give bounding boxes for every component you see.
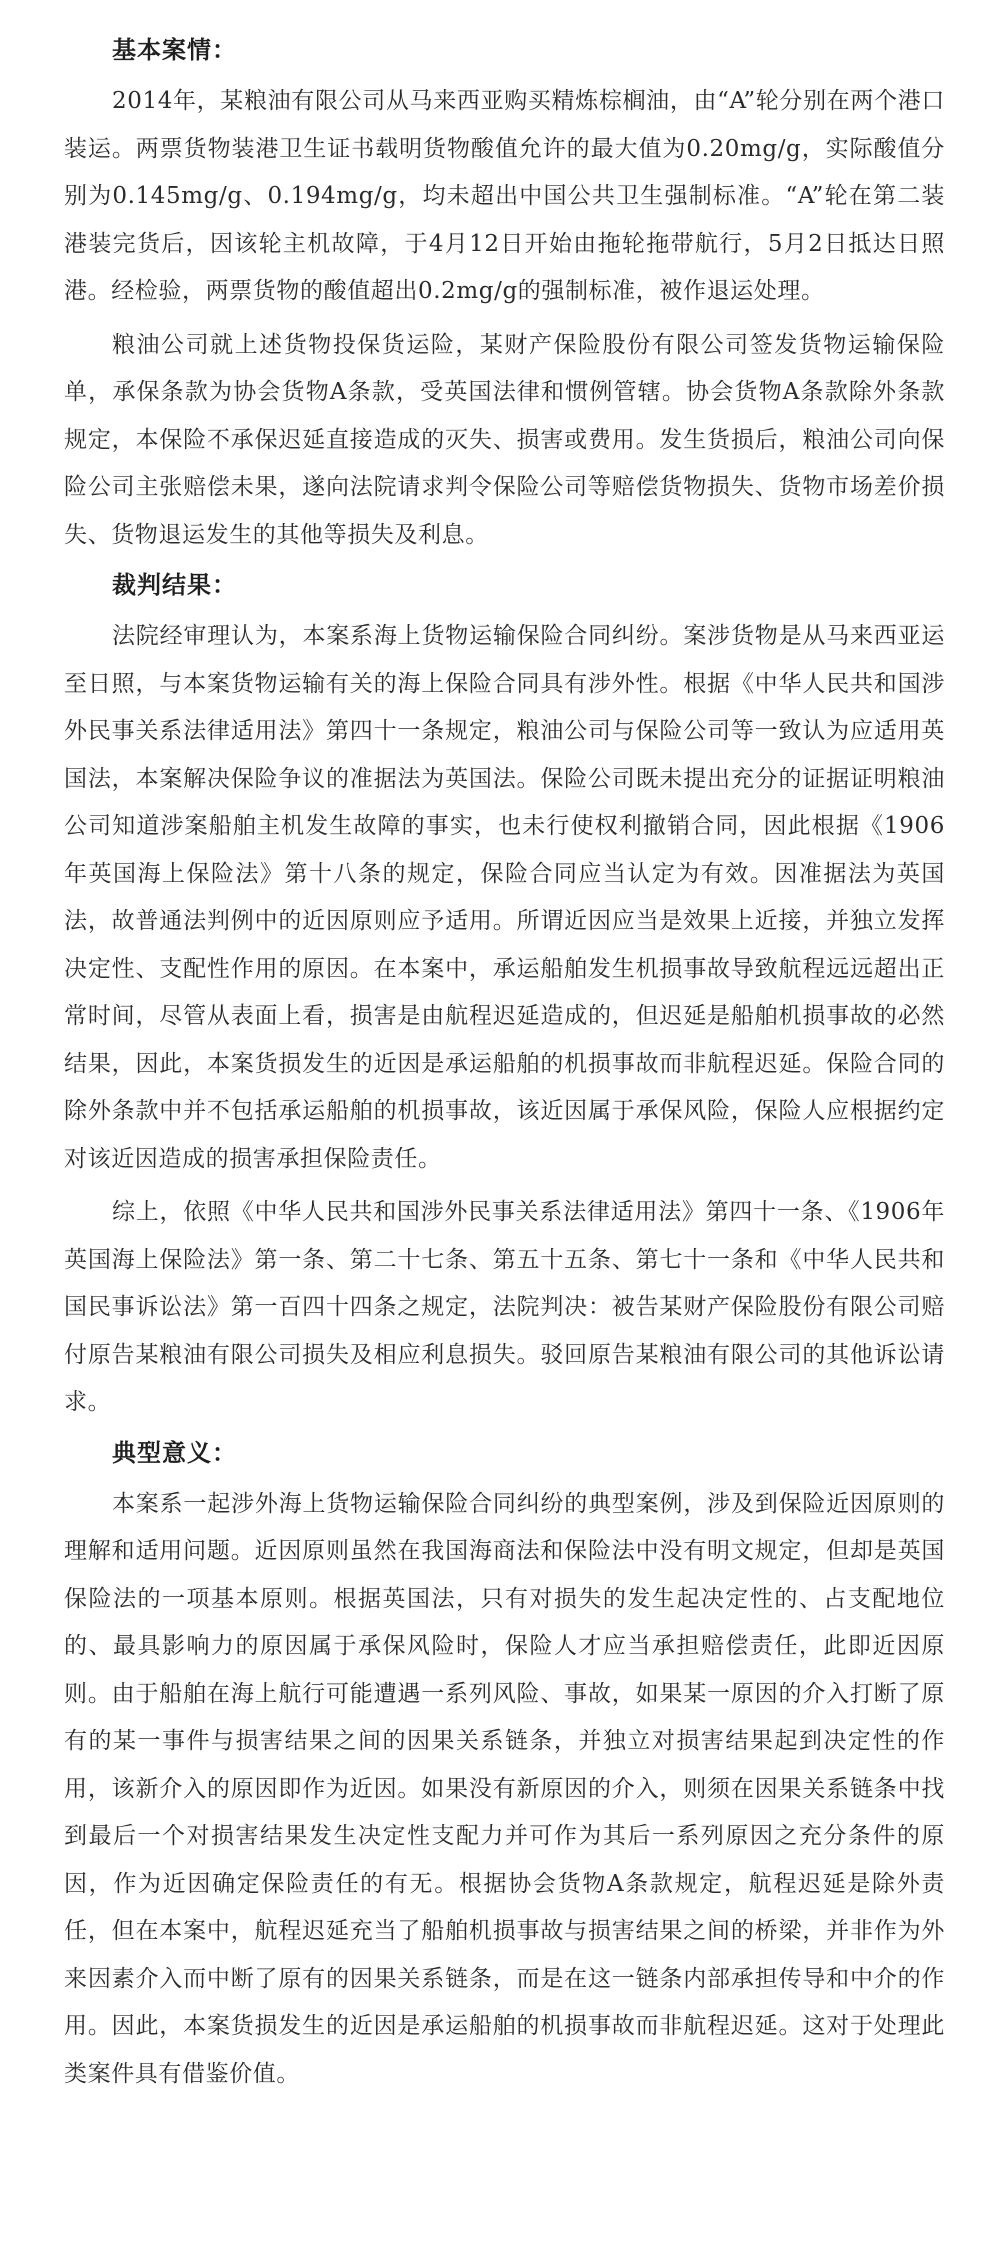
section-judgment: [64, 565, 945, 1427]
judgment-paragraph-2: 综上，依照《中华人民共和国涉外民事关系法律适用法》第四十一条、《1906年英国海上保险法》第一条、第二十七条、第五十五条、第七十一条和《中华人民共和国民事诉讼法》第一百四十四条之规定，法院判决：被告某财产保险股份有限公司赔付原告某粮油有限公司损失及相应利息损失。驳回原告某粮油有限公司的其他诉讼请求。: [64, 1199, 945, 1415]
section-significance: [64, 1433, 945, 2099]
significance-paragraph-1: 本案系一起涉外海上货物运输保险合同纠纷的典型案例，涉及到保险近因原则的理解和适用问题。近因原则虽然在我国海商法和保险法中没有明文规定，但却是英国保险法的一项基本原则。根据英国法，只有对损失的发生起决定性的、占支配地位的、最具影响力的原因属于承保风险时，保险人才应当承担赔偿责任，此即近因原则。由于船舶在海上航行可能遭遇一系列风险、事故，如果某一原因的介入打断了原有的某一事件与损害结果之间的因果关系链条，并独立对损害结果起到决定性的作用，该新介入的原因即作为近因。如果没有新原因的介入，则须在因果关系链条中找到最后一个对损害结果发生决定性支配力并可作为其后一系列原因之充分条件的原因，作为近因确定保险责任的有无。根据协会货物A条款规定，航程迟延是除外责任，但在本案中，航程迟延充当了船舶机损事故与损害结果之间的桥梁，并非作为外来因素介入而中断了原有的因果关系链条，而是在这一链条内部承担传导和中介的作用。因此，本案货损发生的近因是承运船舶的机损事故而非航程迟延。这对于处理此类案件具有借鉴价值。: [64, 1490, 945, 2087]
section-title-judgment: 裁判结果：: [112, 571, 237, 599]
section-title-case-facts: 基本案情：: [112, 36, 237, 64]
case-facts-paragraph-2: 粮油公司就上述货物投保货运险，某财产保险股份有限公司签发货物运输保险单，承保条款为协会货物A条款，受英国法律和惯例管辖。协会货物A条款除外条款规定，本保险不承保迟延直接造成的灭失、损害或费用。发生货损后，粮油公司向保险公司主张赔偿未果，遂向法院请求判令保险公司等赔偿货物损失、货物市场差价损失、货物退运发生的其他等损失及利息。: [64, 331, 945, 548]
case-facts-paragraph-1: 2014年，某粮油有限公司从马来西亚购买精炼棕榈油，由“A”轮分别在两个港口装运。两票货物装港卫生证书载明货物酸值允许的最大值为0.20mg/g，实际酸值分别为0.145mg/g、0.194mg/g，均未超出中国公共卫生强制标准。“A”轮在第二装港装完货后，因该轮主机故障，于4月12日开始由拖轮拖带航行，5月2日抵达日照港。经检验，两票货物的酸值超出0.2mg/g的强制标准，被作退运处理。: [64, 88, 945, 304]
judgment-paragraph-1: 法院经审理认为，本案系海上货物运输保险合同纠纷。案涉货物是从马来西亚运至日照，与本案货物运输有关的海上保险合同具有涉外性。根据《中华人民共和国涉外民事关系法律适用法》第四十一条规定，粮油公司与保险公司等一致认为应适用英国法，本案解决保险争议的准据法为英国法。保险公司既未提出充分的证据证明粮油公司知道涉案船舶主机发生故障的事实，也未行使权利撤销合同，因此根据《1906年英国海上保险法》第十八条的规定，保险合同应当认定为有效。因准据法为英国法，故普通法判例中的近因原则应予适用。所谓近因应当是效果上近接，并独立发挥决定性、支配性作用的原因。在本案中，承运船舶发生机损事故导致航程远远超出正常时间，尽管从表面上看，损害是由航程迟延造成的，但迟延是船舶机损事故的必然结果，因此，本案货损发生的近因是承运船舶的机损事故而非航程迟延。保险合同的除外条款中并不包括承运船舶的机损事故，该近因属于承保风险，保险人应根据约定对该近因造成的损害承担保险责任。: [64, 623, 945, 1172]
section-title-significance: 典型意义：: [112, 1438, 237, 1467]
section-case-facts: [64, 30, 945, 559]
